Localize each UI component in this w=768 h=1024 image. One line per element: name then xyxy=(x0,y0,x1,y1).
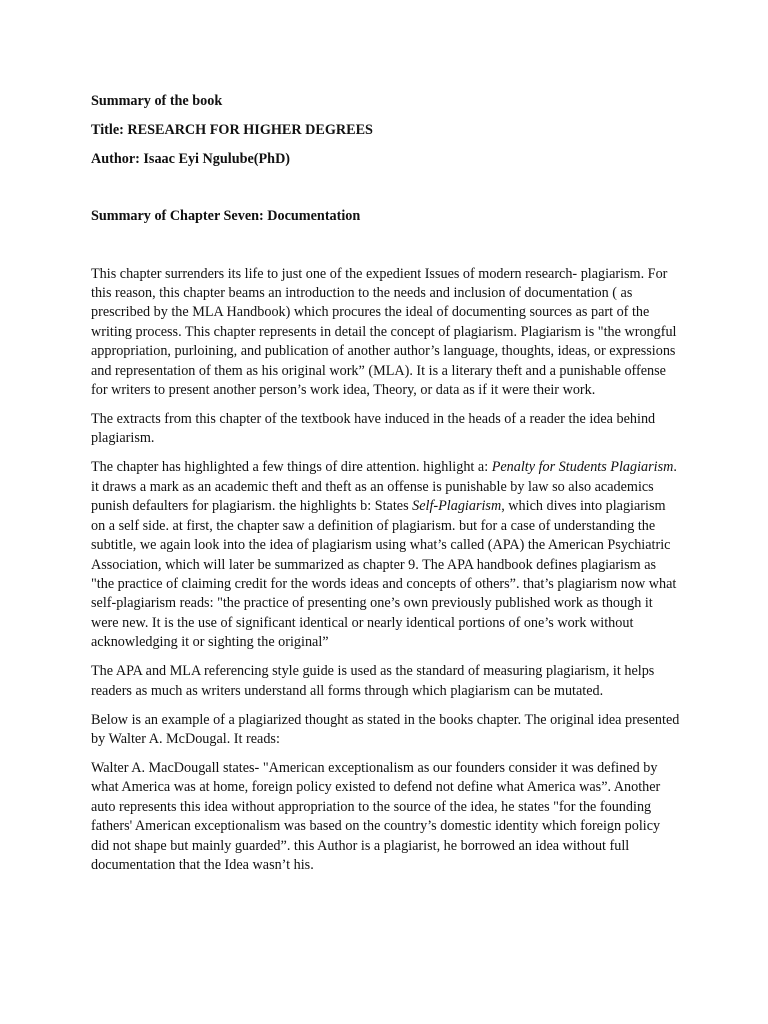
self-plagiarism-term: Self-Plagiarism xyxy=(412,498,502,515)
paragraph-extracts: The extracts from this chapter of the textbook have induced in the heads of a reader the idea behind plagiarism. xyxy=(91,411,656,447)
paragraph-example: Walter A. MacDougall states- "American exceptionalism as our founders consider it was defined by what America was at home, foreign policy existed to defend not define what America was”. Another auto represents this idea without appropriation to the source of the idea, he states "for the founding fathers' American exceptionalism was based on the country’s domestic identity which foreign policy did not shape but mainly guarded”. this Author is a plagiarist, he borrowed an idea without full documentation that the Idea wasn’t his. xyxy=(91,759,661,873)
chapter-heading: Summary of Chapter Seven: Documentation xyxy=(91,208,361,225)
paragraph-highlights-part-a: The chapter has highlighted a few things of dire attention. highlight a: xyxy=(91,459,492,476)
paragraph-intro: This chapter surrenders its life to just one of the expedient Issues of modern research- plagiarism. For this reason, this chapter beams an introduction to the needs and inclusion of documentation ( as prescribed by the MLA Handbook) which procures the ideal of documenting sources as part of the writing process. This chapter represents in detail the concept of plagiarism. Plagiarism is "the wrongful appropriation, purloining, and publication of another author’s language, thoughts, ideas, or expressions and representation of them as his original work” (MLA). It is a literary theft and a punishable offense for writers to present another person’s work idea, Theory, or data as if it were their work. xyxy=(91,265,677,399)
penalty-term: Penalty for Students Plagiarism xyxy=(491,459,674,476)
paragraph-highlights-part-c: . it draws a mark as an academic theft and theft as an offense is punishable by law so also academics punish defaulters for plagiarism. the highlights b: States xyxy=(91,459,677,515)
paragraph-example-intro: Below is an example of a plagiarized thought as stated in the books chapter. The original idea presented by Walter A. McDougal. It reads: xyxy=(91,711,680,747)
summary-label: Summary of the book xyxy=(91,93,223,109)
paragraph-highlights-part-e: , which dives into plagiarism on a self side. at first, the chapter saw a definition of plagiarism. but for a case of understanding the subtitle, we again look into the idea of plagiarism using what’s called (APA) the American Psychiatric Association, which will later be summarized as chapter 9. The APA handbook defines plagiarism as "the practice of claiming credit for the words ideas and concepts of others”. that’s plagiarism now what self-plagiarism reads: "the practice of presenting one’s own previously published work as though it were new. It is the use of significant identical or nearly identical portions of one’s work without acknowledging it or sighting the original” xyxy=(91,498,677,651)
document-page xyxy=(91,92,681,885)
book-title: Title: RESEARCH FOR HIGHER DEGREES xyxy=(91,121,373,138)
paragraph-highlights xyxy=(91,458,681,652)
paragraph-style-guides: The APA and MLA referencing style guide is used as the standard of measuring plagiarism, it helps readers as much as writers understand all forms through which plagiarism can be mutated. xyxy=(91,663,655,699)
book-author: Author: Isaac Eyi Ngulube(PhD) xyxy=(91,150,291,167)
